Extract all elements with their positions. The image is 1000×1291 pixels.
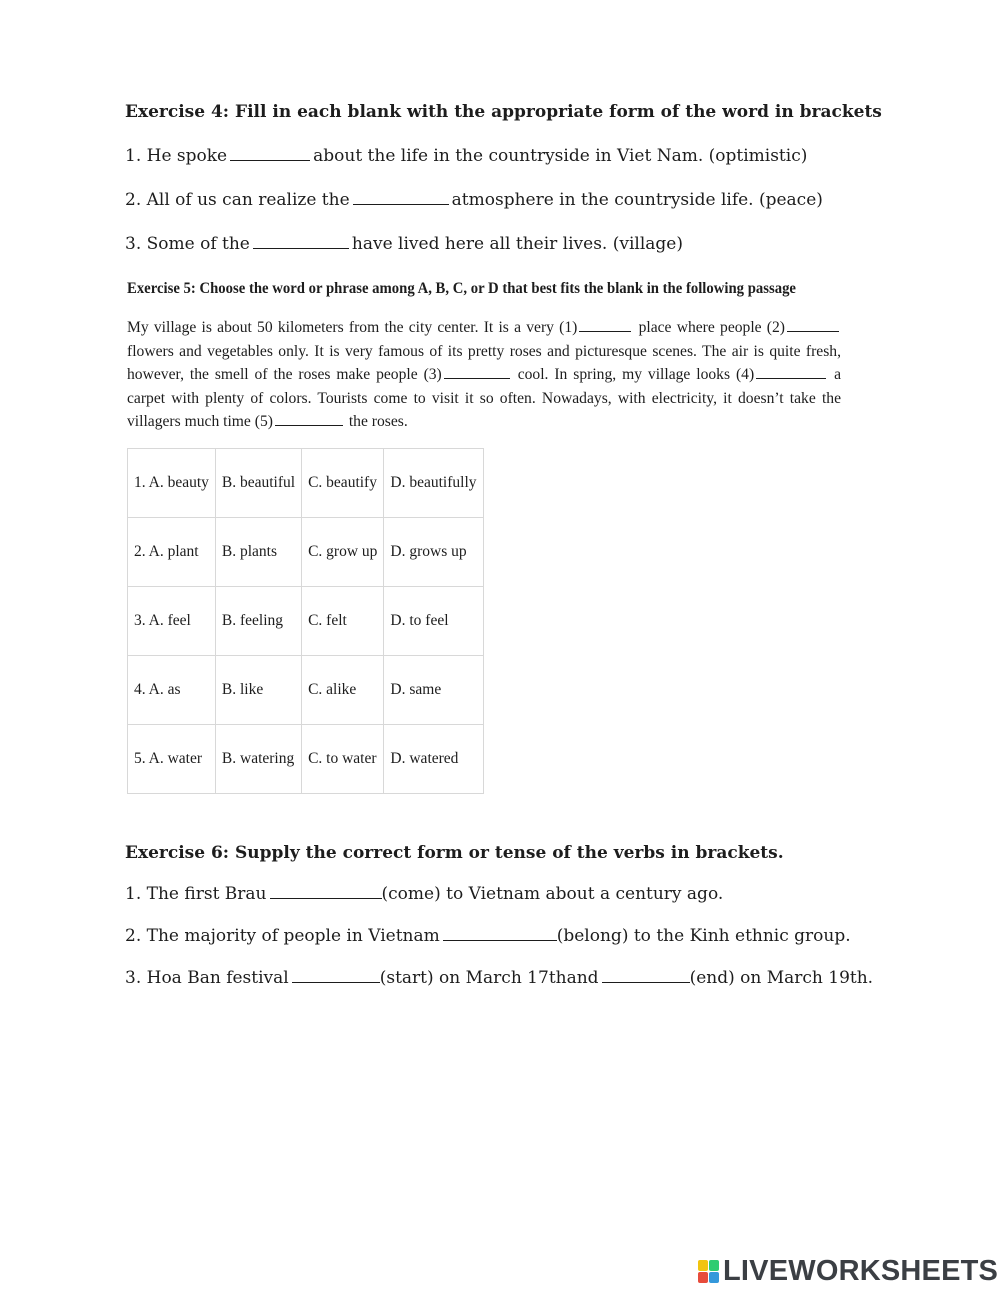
answer-blank[interactable] [292,968,380,983]
options-table [127,448,484,794]
answer-blank[interactable] [253,234,349,249]
option-cell[interactable]: C. felt [302,587,384,656]
passage-text: flowers and vegetables only. It is very famous of its pretty roses and picturesque scenes. The air is quite fresh, however, the smell of the roses make people (3) [127,342,841,383]
options-row [128,587,484,656]
exercise-6-question-1 [125,884,723,904]
option-cell[interactable]: B. plants [215,518,301,587]
question-text: 3. Some of the [125,234,250,254]
question-text: (start) on March 17thand [379,968,599,988]
logo-square [709,1260,719,1271]
question-text: about the life in the countryside in Viet Nam. (optimistic) [313,146,808,166]
question-text: 1. He spoke [125,146,228,166]
options-row [128,656,484,725]
passage-blank-5[interactable] [275,413,343,426]
exercise-4-question-1 [125,146,807,166]
passage-blank-2[interactable] [787,319,839,332]
passage-blank-1[interactable] [579,319,631,332]
logo-square [698,1260,708,1271]
option-cell[interactable]: D. same [384,656,483,725]
option-cell[interactable]: 3. A. feel [128,587,216,656]
exercise-4-question-2 [125,190,823,210]
passage-text: cool. In spring, my village looks (4) [517,366,755,383]
question-text: 3. Hoa Ban festival [125,968,289,988]
answer-blank[interactable] [230,146,310,161]
option-cell[interactable]: 2. A. plant [128,518,216,587]
question-text: 2. The majority of people in Vietnam [125,926,440,946]
question-text: 2. All of us can realize the [125,190,350,210]
passage-text: place where people (2) [638,319,785,336]
question-text: have lived here all their lives. (village) [351,234,684,254]
question-text: (end) on March 19th. [689,968,874,988]
logo-square [709,1272,719,1283]
option-cell[interactable]: 5. A. water [128,725,216,794]
option-cell[interactable]: D. beautifully [384,449,483,518]
option-cell[interactable]: D. grows up [384,518,483,587]
passage-blank-3[interactable] [444,366,510,379]
options-row [128,725,484,794]
question-text: (come) to Vietnam about a century ago. [381,884,724,904]
exercise-5-passage [127,316,841,434]
answer-blank[interactable] [443,926,557,941]
question-text: 1. The first Brau [125,884,267,904]
logo-square [698,1272,708,1283]
option-cell[interactable]: B. feeling [215,587,301,656]
option-cell[interactable]: C. beautify [302,449,384,518]
question-text: atmosphere in the countryside life. (peace) [451,190,823,210]
passage-text: a carpet with plenty of colors. Tourists come to visit it so often. Nowadays, with electricity, it doesn’t take the villagers much time (5) [127,366,841,430]
exercise-4-title: Exercise 4: Fill in each blank with the appropriate form of the word in brackets [125,102,882,122]
answer-blank[interactable] [602,968,690,983]
option-cell[interactable]: D. to feel [384,587,483,656]
passage-text: the roses. [348,413,408,430]
passage-blank-4[interactable] [756,366,826,379]
exercise-6-question-2 [125,926,851,946]
option-cell[interactable]: 1. A. beauty [128,449,216,518]
option-cell[interactable]: 4. A. as [128,656,216,725]
option-cell[interactable]: C. to water [302,725,384,794]
options-row [128,449,484,518]
passage-text: My village is about 50 kilometers from the city center. It is a very (1) [127,319,578,336]
logo-mark-icon [698,1260,719,1283]
options-row [128,518,484,587]
exercise-4-question-3 [125,234,683,254]
liveworksheets-logo [698,1254,998,1288]
answer-blank[interactable] [353,190,449,205]
option-cell[interactable]: B. watering [215,725,301,794]
answer-blank[interactable] [270,884,382,899]
option-cell[interactable]: C. grow up [302,518,384,587]
option-cell[interactable]: D. watered [384,725,483,794]
exercise-5-title: Exercise 5: Choose the word or phrase among A, B, C, or D that best fits the blank in the following passage [127,280,796,297]
logo-text: LIVEWORKSHEETS [723,1254,999,1287]
exercise-6-title: Exercise 6: Supply the correct form or tense of the verbs in brackets. [125,843,784,863]
option-cell[interactable]: B. beautiful [215,449,301,518]
option-cell[interactable]: C. alike [302,656,384,725]
option-cell[interactable]: B. like [215,656,301,725]
question-text: (belong) to the Kinh ethnic group. [556,926,851,946]
exercise-6-question-3 [125,968,873,988]
